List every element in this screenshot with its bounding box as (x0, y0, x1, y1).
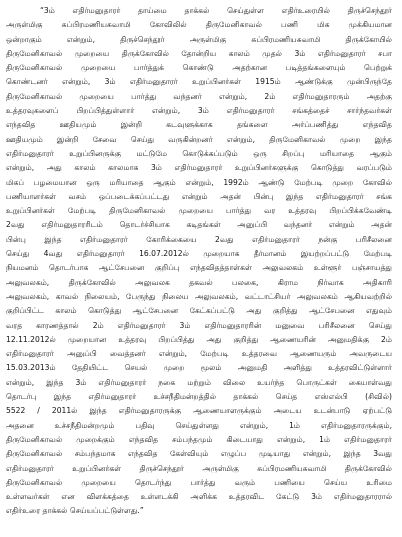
text-line: மிகப் பழமையான ஒரு மரியாதை ஆகும் என்றும், 1992ம் ஆண்டு மேற்படி முறை கோவில் (6, 177, 392, 187)
text-line: எதிர்உரை தாக்கல் செய்யப்பட்டுள்ளது.” (6, 506, 144, 516)
text-line: திருமேனிகாவல் முறையை பார்த்து வந்தனர் என்றும், 2ம் எதிர்மனுதாரரும் அதற்கு (6, 91, 392, 101)
text-line: அருள்மிகு சுப்பிரமணியசுவாமி கோவிலில் திருமேனிகாவல் பணி மிக முக்கியமான (6, 20, 392, 30)
text-line: வரத காரணத்தால் 2ம் எதிர்மனுதாரர் 3ம் எதிர்மனுதாரரின் மனுவை பரிசீலனை செய்து (6, 320, 392, 330)
text-line: உள்ளவர்கள் என விளக்கத்தை உள்ளடக்கி அளிக்க உத்தரவிட கேட்டு 3ம் எதிர்மனுதாரரால் (6, 492, 392, 502)
text-line: என்றும், இந்த 3ம் எதிர்மனுதாரர் நகை மற்றும் விலை உயர்ந்த பொருட்கள் கையாள்வது (6, 377, 392, 387)
text-line: ஊதியமும் இன்றி சேவை செய்து வருகின்றனர் என்றும், திருமேனிகாவல் முறை இந்த (6, 134, 392, 144)
text-line: உறுப்பினர்கள் மேற்படி திருமேனிகாவல் முறையை பார்த்து வர உத்தரவு பிறப்பிக்கவேண்டி (6, 206, 392, 216)
text-line: எதிர்மனுதாரர் அனுப்பி வைத்தனர் என்றும், மேற்படி உத்தரவை ஆணையரும் அவருடைய (6, 349, 392, 359)
text-line: குறிப்பிட்ட காலம் கொடுத்து ஆட்சேபனை கேட்கப்பட்டு அது குறித்து ஆட்சேபனை எதுவும் (6, 306, 392, 316)
text-line: அதனை உச்சநீதிமன்றமும் பதிவு செய்துள்ளது என்றும், 1ம் எதிர்மனுதாரருக்கும், (6, 420, 392, 430)
text-line: அலுவலகம், காவல் நிலையம், பேருந்து நிலைய அலுவலகம், வட்டாட்சியர் அலுவலகம் ஆகியவற்றில் (6, 291, 392, 301)
text-line: திருமேனிகாவல் முறையை தொடர்ந்து பார்த்து வரும் பணியை செய்ய உரிமை (6, 477, 392, 487)
text-line: “3ம் எதிர்மனுதாரர் தாய்மை தாக்கல் செய்துள்ள எதிர்உரையில் திருச்செந்தூர் (40, 6, 392, 15)
text-line: கொண்டனர் என்றும், 3ம் எதிர்மனுதாரர் உறுப்பினர்கள் 1915ம் ஆண்டுக்கு முன்பிருந்தே (6, 77, 392, 87)
text-line: 5522 / 2011ல் இந்த எதிர்மனுதாரருக்கு ஆணையாளருக்கும் அடைய உடன்பாடு ஏற்பட்டு (6, 406, 392, 416)
text-line: திருமேனிகாவல் முறையை பார்த்துக் கொண்டு அதற்கான படித்தங்களையும் பெற்றுக் (6, 63, 392, 73)
text-line: பணியாளர்கள் வசம் ஒப்படைக்கப்பட்டது என்றும் அதன் பின்பு இந்த எதிர்மனுதாரர் சங்க (6, 191, 392, 201)
text-line: எதிர்மனுதாரர் உறுப்பினர்கள் திருச்செந்தூர் அருள்மிகு சுப்பிரமணியசுவாமி திருக்கோவில் (6, 463, 392, 473)
text-line: செய்து 4வது எதிர்மனுதாரர் 16.07.2012ல் முறையாக தீர்மானம் இயற்றப்பட்டு மேற்படி (6, 249, 392, 259)
text-line: திருமேனிகாவல் முறைக்கும் எந்தவித சம்பந்தமும் கிடையாது என்றும், 1ம் எதிர்மனுதாரர் (6, 434, 392, 444)
text-line: ஒன்றாகும் என்றும், திருச்செந்தூர் அருள்மிகு சுப்பிரமணியசுவாமி திருக்கோயில் (6, 34, 392, 44)
text-line: 2வது எதிர்மனுதாரரிடம் தொடர்ச்சியாக கடிதங்கள் அனுப்பி வந்தனர் என்றும் அதன் (6, 220, 392, 230)
text-line: எதிர்மனுதாரர் உறுப்பினருக்கு மட்டுமே கொடுக்கப்படும் ஒரு சிறப்பு மரியாதை ஆகும் (6, 148, 392, 158)
text-line: உத்தரவுகளைப் பிறப்பித்துள்ளார் என்றும், 3ம் எதிர்மனுதாரர் சங்கத்தைச் சார்ந்தவர்கள் (6, 106, 392, 116)
text-line: அலுவலகம், திருக்கோவில் அலுவலக தகவல் பலகை, கிராம நிர்வாக அதிகாரி (6, 277, 392, 287)
text-line: 15.03.2013ம் தேதியிட்ட செயல் முறை மூலம் அனுமதி அளித்து உத்தரவிட்டுள்ளார் (6, 363, 392, 373)
text-line: நியமனம் தொடர்பாக ஆட்சேபனை குறிப்பு எந்தவிதத்தாள்கள் அலுவலகம் உள்ளூர் பஞ்சாயத்து (6, 263, 392, 273)
text-line: திருமேனிகாவல் சம்பந்தமாக எந்தவித கேள்வியும் எழுப்ப முடியாது என்றும், இந்த 3வது (6, 449, 392, 459)
text-line: 12.11.2012ல் முறையான உத்தரவு பிறப்பித்து அது குறித்து ஆணையரின் அனுமதிக்கு 2ம் (6, 334, 392, 344)
text-line: என்றும், அது காலம் காலமாக 3ம் எதிர்மனுதாரர் உறுப்பினர்களுக்கு கொடுத்து வரப்படும் (6, 163, 392, 173)
text-line: எந்தவித ஊதியமும் இன்றி கடவுளுக்காக தங்களை அர்ப்பணித்து எந்தவித (6, 120, 392, 130)
text-line: திருமேனிகாவல் முறையை திருக்கோவில் தோன்றிய காலம் முதல் 3ம் எதிர்மனுதாரர் சபா (6, 48, 392, 58)
text-line: பின்பு இந்த எதிர்மனுதாரர் கோரிக்கையை 2வது எதிர்மனுதாரர் நன்கு பரிசீலனை (6, 234, 392, 244)
body-paragraph (6, 4, 392, 519)
text-line: தொடர்பு இந்த எதிர்மனுதாரர் உச்சநீதிமன்றத்தில் தாக்கல் செய்த எஸ்எல்பி (சிவில்) (6, 392, 392, 402)
